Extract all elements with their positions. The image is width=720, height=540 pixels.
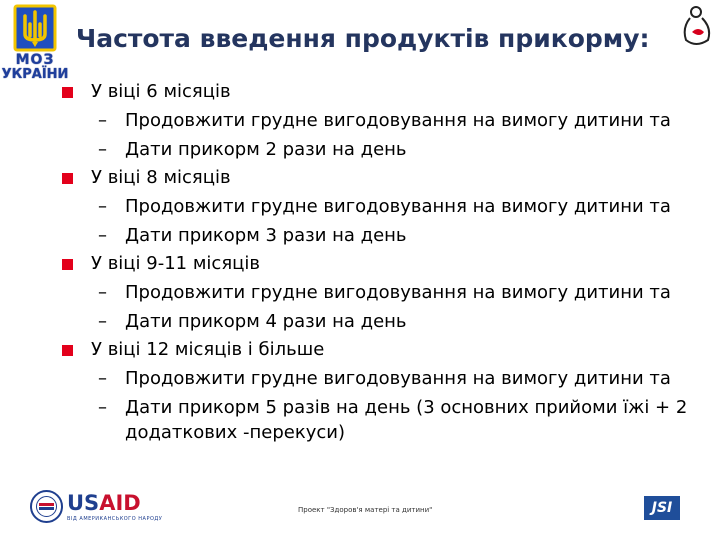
sub-item-text: Дати прикорм 3 рази на день (125, 225, 407, 246)
sub-item-text: Продовжити грудне вигодовування на вимогу дитини та (125, 368, 671, 389)
sub-item-text: Продовжити грудне вигодовування на вимогу дитини та (125, 110, 671, 131)
jsi-logo: JSI (644, 496, 680, 520)
sub-item-text: Дати прикорм 5 разів на день (3 основних прийоми їжі + 2 (125, 397, 688, 418)
dash-icon: – (98, 196, 107, 217)
sub-item-text: додаткових -перекуси) (125, 422, 345, 443)
sub-item-text: Дати прикорм 4 рази на день (125, 311, 407, 332)
dash-icon: – (98, 397, 107, 418)
bullet-icon (62, 259, 73, 270)
dash-icon: – (98, 110, 107, 131)
item-label: У віці 12 місяців і більше (91, 339, 325, 360)
bullet-icon (62, 345, 73, 356)
logo-line2: УКРАЇНИ (1, 67, 69, 82)
usaid-us: US (67, 491, 100, 515)
bullet-icon (62, 173, 73, 184)
project-name: Проект "Здоров'я матері та дитини" (298, 506, 433, 514)
page-title: Частота введення продуктів прикорму: (76, 24, 650, 53)
dash-icon: – (98, 139, 107, 160)
usaid-logo (30, 489, 163, 527)
dash-icon: – (98, 282, 107, 303)
item-label: У віці 8 місяців (91, 167, 231, 188)
item-label: У віці 6 місяців (91, 81, 231, 102)
sub-item-text: Продовжити грудне вигодовування на вимогу дитини та (125, 282, 671, 303)
sub-item-text: Продовжити грудне вигодовування на вимогу дитини та (125, 196, 671, 217)
usaid-aid: AID (99, 491, 141, 515)
item-label: У віці 9-11 місяців (91, 253, 261, 274)
dash-icon: – (98, 311, 107, 332)
usaid-seal-icon (30, 490, 63, 523)
logo-line1: МОЗ (15, 52, 55, 68)
mother-child-icon (676, 4, 716, 48)
bullet-icon (62, 87, 73, 98)
trident-icon (12, 4, 58, 52)
usaid-tagline: ВІД АМЕРИКАНСЬКОГО НАРОДУ (67, 516, 163, 522)
moz-logo (0, 4, 70, 90)
sub-item-text: Дати прикорм 2 рази на день (125, 139, 407, 160)
dash-icon: – (98, 368, 107, 389)
usaid-wordmark (67, 491, 141, 515)
dash-icon: – (98, 225, 107, 246)
